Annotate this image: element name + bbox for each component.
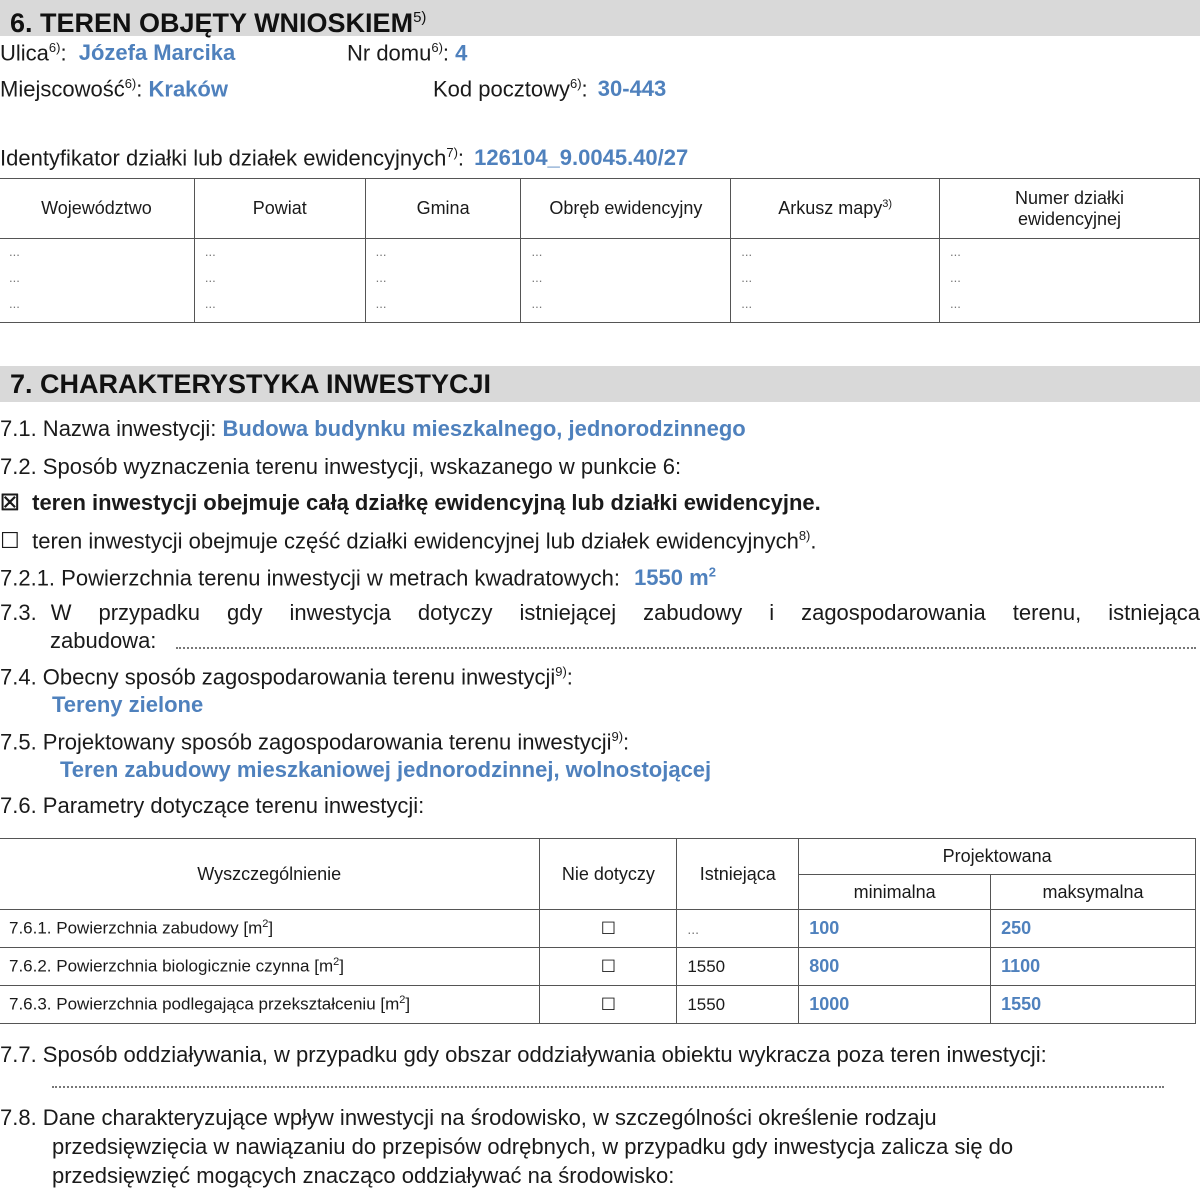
cell-value: ... (741, 296, 753, 311)
cell-value: ... (531, 296, 543, 311)
cell-value: ... (531, 270, 543, 285)
identyfikator-row: Identyfikator działki lub działek ewidencyjnych$^{7)}$: 126104_9.0045.40/27 (0, 145, 689, 171)
cell-value: ... (741, 244, 753, 259)
option-whole-parcel[interactable] (0, 490, 821, 516)
identyfikator-footnote: 7) (446, 145, 458, 160)
cell-arkusz[interactable] (731, 239, 940, 323)
kod-pocztowy-row: Kod pocztowy$^{6)}$: 30-443 (433, 76, 667, 102)
option-part-parcel-label: teren inwestycji obejmuje część działki ewidencyjnej lub działek ewidencyjnych (32, 528, 799, 554)
miejscowosc-value[interactable]: Kraków (148, 76, 228, 102)
p75-label: 7.5. Projektowany sposób zagospodarowania terenu inwestycji (0, 729, 612, 755)
cell-powiat[interactable] (194, 239, 365, 323)
cell-value: ... (9, 270, 20, 285)
p74-row: 7.4. Obecny sposób zagospodarowania terenu inwestycji$^{9)}$: (0, 664, 573, 690)
nr-domu-value[interactable]: 4 (455, 40, 468, 66)
param-label-text: 7.6.3. Powierzchnia podlegająca przekształceniu [m (9, 994, 400, 1014)
identyfikator-label: Identyfikator działki lub działek ewidencyjnych (0, 145, 447, 171)
cell-value: ... (9, 296, 20, 311)
p72-label: 7.2. Sposób wyznaczenia terenu inwestycji, wskazanego w punkcie 6: (0, 454, 682, 479)
p77-label: 7.7. Sposób oddziaływania, w przypadku gdy obszar oddziaływania obiektu wykracza poza teren inwestycji: (0, 1042, 1047, 1067)
p71-row (0, 416, 746, 442)
cell-value: ... (204, 296, 216, 311)
param-label-sup: 2 (399, 994, 406, 1007)
p71-label: 7.1. Nazwa inwestycji: (0, 416, 217, 441)
p73-prefix: 7.3. (0, 600, 37, 625)
min-cell[interactable]: 800 (799, 948, 991, 986)
ulica-label: Ulica (0, 40, 49, 66)
section-7-header (0, 366, 1200, 402)
miejscowosc-row: Miejscowość$^{6)}$: Kraków (0, 76, 228, 102)
col-projektowana: Projektowana (799, 839, 1196, 875)
min-cell[interactable]: 100 (799, 910, 991, 948)
option-whole-parcel-label: teren inwestycji obejmuje całą działkę ewidencyjną lub działki ewidencyjne. (32, 490, 821, 515)
p721-value-unit-sup: 2 (708, 565, 716, 580)
p75-row: 7.5. Projektowany sposób zagospodarowania terenu inwestycji$^{9)}$: (0, 729, 630, 755)
max-cell[interactable]: 250 (991, 910, 1196, 948)
cell-value: ... (375, 270, 387, 285)
cell-value: ... (950, 244, 961, 259)
p76-label: 7.6. Parametry dotyczące terenu inwestycji: (0, 793, 425, 818)
p73-row (0, 600, 1200, 626)
table-row (0, 910, 1196, 948)
option-part-parcel[interactable]: ☐ teren inwestycji obejmuje część działki ewidencyjnej lub działek ewidencyjnych$^{8)}$. (0, 528, 817, 554)
cell-value: ... (375, 244, 387, 259)
p74-footnote: 9) (555, 664, 567, 679)
p72-row (0, 454, 681, 480)
cell-value: ... (204, 244, 216, 259)
table-row (0, 986, 1196, 1024)
p78-line2: przedsięwzięcia w nawiązaniu do przepisów odrębnych, w przypadku gdy inwestycja zalicza się do (52, 1134, 1014, 1159)
max-cell[interactable]: 1550 (991, 986, 1196, 1024)
param-label (0, 948, 540, 986)
nr-domu-label: Nr domu (347, 40, 432, 66)
cell-value: ... (741, 270, 753, 285)
col-arkusz-mapy-label: Arkusz mapy (778, 198, 883, 218)
cell-gmina[interactable] (365, 239, 521, 323)
p73-line1: W przypadku gdy inwestycja dotyczy istniejącej zabudowy i zagospodarowania terenu, istniejąca (50, 600, 1200, 625)
istniejaca-cell[interactable]: 1550 (677, 948, 799, 986)
parcel-table (0, 178, 1200, 323)
col-wyszczegolnienie: Wyszczególnienie (0, 839, 540, 910)
kod-pocztowy-value[interactable]: 30-443 (597, 76, 667, 102)
col-arkusz-footnote: 3) (882, 198, 893, 210)
cell-wojewodztwo[interactable] (0, 239, 194, 323)
cell-value: ... (204, 270, 216, 285)
param-label-close: ] (268, 918, 274, 938)
p721-value[interactable] (634, 565, 716, 590)
p75-footnote: 9) (611, 729, 624, 744)
nie-dotyczy-checkbox-icon[interactable]: ☐ (540, 948, 677, 986)
cell-value: ... (950, 270, 961, 285)
cell-value: ... (950, 296, 961, 311)
section-6-title: 6. TEREN OBJĘTY WNIOSKIEM (10, 8, 414, 38)
p71-value[interactable]: Budowa budynku mieszkalnego, jednorodzinnego (222, 416, 746, 441)
cell-value: ... (531, 244, 543, 259)
identyfikator-value[interactable]: 126104_9.0045.40/27 (474, 145, 689, 171)
param-label-sup: 2 (333, 956, 340, 969)
p74-label: 7.4. Obecny sposób zagospodarowania terenu inwestycji (0, 664, 556, 690)
p75-value[interactable]: Teren zabudowy mieszkaniowej jednorodzinnej, wolnostojącej (60, 757, 712, 782)
col-minimalna: minimalna (799, 875, 991, 910)
p73-dotted-field[interactable] (176, 647, 1196, 649)
p78-line1: 7.8. Dane charakteryzujące wpływ inwestycji na środowisko, w szczególności określenie rodzaju (0, 1105, 937, 1130)
param-label (0, 986, 540, 1024)
col-powiat: Powiat (194, 179, 365, 239)
ulica-row: Ulica$^{6)}$: Józefa Marcika (0, 40, 236, 66)
param-label-text: 7.6.2. Powierzchnia biologicznie czynna [m (9, 956, 334, 976)
col-obreb: Obręb ewidencyjny (521, 179, 731, 239)
nie-dotyczy-checkbox-icon[interactable]: ☐ (540, 986, 677, 1024)
checked-checkbox-icon[interactable]: ☒ (0, 490, 20, 515)
param-label-sup: 2 (262, 918, 269, 931)
col-wojewodztwo: Województwo (0, 179, 194, 239)
p74-value[interactable]: Tereny zielone (52, 692, 204, 717)
istniejaca-cell[interactable]: ... (677, 910, 799, 948)
kod-pocztowy-label: Kod pocztowy (433, 76, 570, 102)
cell-obreb[interactable] (521, 239, 731, 323)
param-label (0, 910, 540, 948)
parameters-table (0, 838, 1196, 1024)
col-nie-dotyczy: Nie dotyczy (540, 839, 677, 910)
ulica-value[interactable]: Józefa Marcika (78, 40, 236, 66)
p77-dotted-field[interactable] (52, 1086, 1164, 1088)
parcel-table-body-row (0, 239, 1200, 323)
param-label-close: ] (339, 956, 344, 976)
miejscowosc-footnote: 6) (124, 76, 137, 91)
min-cell[interactable]: 1000 (799, 986, 991, 1024)
cell-value: ... (9, 244, 20, 259)
cell-value: ... (375, 296, 387, 311)
col-maksymalna: maksymalna (991, 875, 1196, 910)
nr-domu-footnote: 6) (431, 40, 443, 55)
col-gmina: Gmina (365, 179, 521, 239)
col-arkusz-mapy (731, 179, 940, 239)
cell-numer-dzialki[interactable] (940, 239, 1200, 323)
col-numer-dzialki: Numer działki ewidencyjnej (940, 179, 1200, 239)
option-part-parcel-footnote: 8) (798, 528, 811, 543)
p721-label: 7.2.1. Powierzchnia terenu inwestycji w metrach kwadratowych: (0, 565, 620, 591)
ulica-footnote: 6) (48, 40, 61, 55)
kod-pocztowy-footnote: 6) (569, 76, 582, 91)
p78-line3: przedsięwzięć mogących znacząco oddziaływać na środowisko: (52, 1163, 675, 1188)
parcel-table-header-row (0, 179, 1200, 239)
section-7-title: 7. CHARAKTERYSTYKA INWESTYCJI (10, 369, 492, 399)
nie-dotyczy-checkbox-icon[interactable]: ☐ (540, 910, 677, 948)
params-header-row-1 (0, 839, 1196, 875)
p721-row (0, 565, 716, 591)
table-row (0, 948, 1196, 986)
param-label-text: 7.6.1. Powierzchnia zabudowy [m (9, 918, 263, 938)
section-6-title-footnote: 5) (413, 9, 427, 26)
section-6-header (0, 0, 1200, 36)
miejscowosc-label: Miejscowość (0, 76, 125, 102)
unchecked-checkbox-icon[interactable]: ☐ (0, 528, 20, 554)
max-cell[interactable]: 1100 (991, 948, 1196, 986)
p73-line2: zabudowa: (50, 628, 157, 653)
nr-domu-row: Nr domu$^{6)}$: 4 (347, 40, 468, 66)
param-label-close: ] (405, 994, 411, 1014)
col-istniejaca: Istniejąca (677, 839, 799, 910)
istniejaca-cell[interactable]: 1550 (677, 986, 799, 1024)
p721-value-number: 1550 m (634, 565, 709, 591)
